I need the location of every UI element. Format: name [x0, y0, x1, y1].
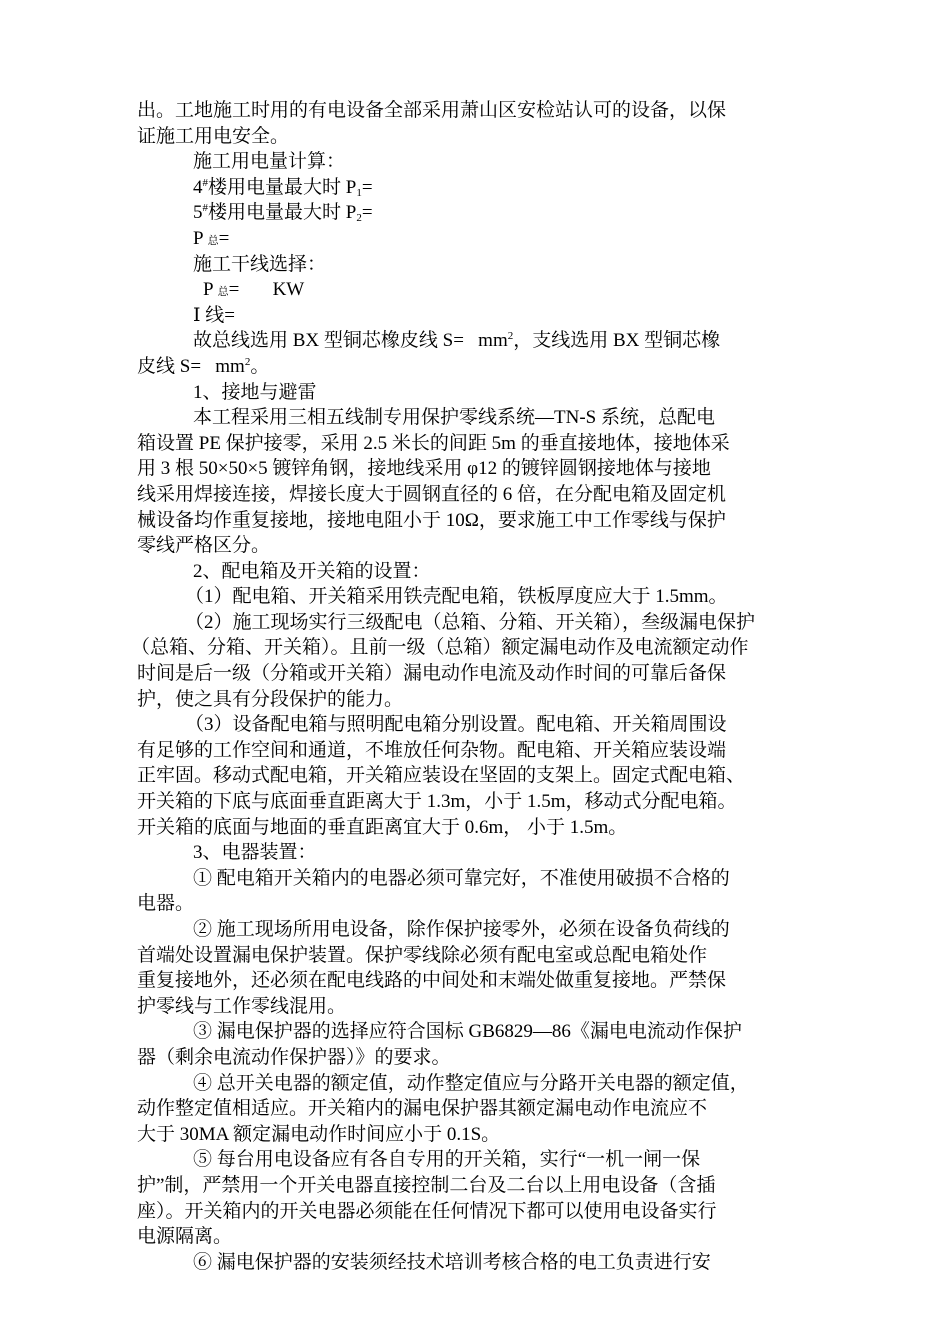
text-line: 施工用电量计算： [193, 151, 346, 173]
text-line: ① 配电箱开关箱内的电器必须可靠完好，不准使用破损不合格的 [193, 867, 730, 889]
text-line: 护零线与工作零线混用。 [137, 995, 347, 1017]
text-line: （2）施工现场实行三级配电（总箱、分箱、开关箱），叁级漏电保护 [185, 611, 756, 633]
text-line: Ⅰ 线= [193, 304, 235, 326]
text-line: 重复接地外，还必须在配电线路的中间处和末端处做重复接地。严禁保 [137, 970, 727, 992]
text-line: 电器。 [137, 893, 195, 915]
text-line: （3）设备配电箱与照明配电箱分别设置。配电箱、开关箱周围设 [185, 714, 727, 736]
text-line: 本工程采用三相五线制专用保护零线系统—TN-S 系统，总配电 [193, 407, 715, 429]
text-line: ④ 总开关电器的额定值，动作整定值应与分路开关电器的额定值， [193, 1072, 749, 1094]
text-line: 时间是后一级（分箱或开关箱）漏电动作电流及动作时间的可靠后备保 [137, 663, 727, 685]
text-line: 出。工地施工时用的有电设备全部采用萧山区安检站认可的设备，以保 [137, 100, 727, 121]
text-line: 4#楼用电量最大时 $P_1=$ [193, 176, 373, 199]
text-line: 用 3 根 50×50×5 镀锌角钢，接地线采用 φ12 的镀锌圆钢接地体与接地 [137, 458, 711, 480]
text-line: 线采用焊接连接，焊接长度大于圆钢直径的 6 倍，在分配电箱及固定机 [137, 483, 727, 505]
text-line: 护”制，严禁用一个开关电器直接控制二台及二台以上用电设备（含插 [137, 1174, 716, 1196]
text-line: 开关箱的下底与底面垂直距离大于 1.3m，小于 1.5m，移动式分配电箱。 [137, 791, 737, 813]
text-line: 正牢固。移动式配电箱，开关箱应装设在坚固的支架上。固定式配电箱、 [137, 765, 746, 787]
text-line: （1）配电箱、开关箱采用铁壳配电箱，铁板厚度应大于 1.5mm。 [185, 586, 728, 608]
text-line: 证施工用电安全。 [137, 125, 290, 147]
text-line: P 总= [193, 227, 230, 249]
text-line: 开关箱的底面与地面的垂直距离宜大于 0.6m， 小于 1.5m。 [137, 816, 628, 838]
text-line: 故总线选用 BX 型铜芯橡皮线 $S= mm^2$，支线选用 BX 型铜芯橡 [193, 330, 721, 352]
text-line: ② 施工现场所用电设备，除作保护接零外，必须在设备负荷线的 [193, 919, 730, 940]
text-line: 首端处设置漏电保护装置。保护零线除必须有配电室或总配电箱处作 [137, 944, 708, 966]
text-line: 护，使之具有分段保护的能力。 [137, 688, 404, 710]
text-line: ⑤ 每台用电设备应有各自专用的开关箱，实行“一机一闸一保 [193, 1149, 701, 1171]
text-line: 大于 30MA 额定漏电动作时间应小于 0.1S。 [137, 1123, 501, 1145]
text-line: 皮线 $S= mm^2$。 [137, 355, 270, 377]
text-line: ⑥ 漏电保护器的安装须经技术培训考核合格的电工负责进行安 [193, 1251, 711, 1273]
text-line: P 总= KW [203, 279, 305, 301]
section-heading: 1、接地与避雷 [193, 381, 317, 403]
text-line: 箱设置 PE 保护接零，采用 2.5 米长的间距 5m 的垂直接地体，接地体采 [137, 432, 730, 454]
text-line: 5#楼用电量最大时 $P_2=$ [193, 202, 373, 225]
document-body [131, 98, 817, 1275]
text-line: 械设备均作重复接地，接地电阻小于 10Ω，要求施工中工作零线与保护 [137, 509, 726, 531]
text-line: 器（剩余电流动作保护器）》的要求。 [137, 1046, 451, 1068]
text-line: （总箱、分箱、开关箱）。且前一级（总箱）额定漏电动作及电流额定动作 [131, 637, 749, 659]
section-heading: 3、电器装置： [193, 842, 317, 864]
text-line: 有足够的工作空间和通道，不堆放任何杂物。配电箱、开关箱应装设端 [137, 739, 727, 761]
text-line: 座）。开关箱内的开关电器必须能在任何情况下都可以使用电设备实行 [137, 1200, 717, 1222]
section-heading: 2、配电箱及开关箱的设置： [193, 560, 431, 582]
text-line: 施工干线选择： [193, 253, 327, 275]
text-line: 零线严格区分。 [137, 535, 271, 557]
text-line: 电源隔离。 [137, 1226, 233, 1248]
text-line: ③ 漏电保护器的选择应符合国标 GB6829—86《漏电电流动作保护 [193, 1021, 742, 1043]
text-line: 动作整定值相适应。开关箱内的漏电保护器其额定漏电动作电流应不 [137, 1098, 708, 1120]
